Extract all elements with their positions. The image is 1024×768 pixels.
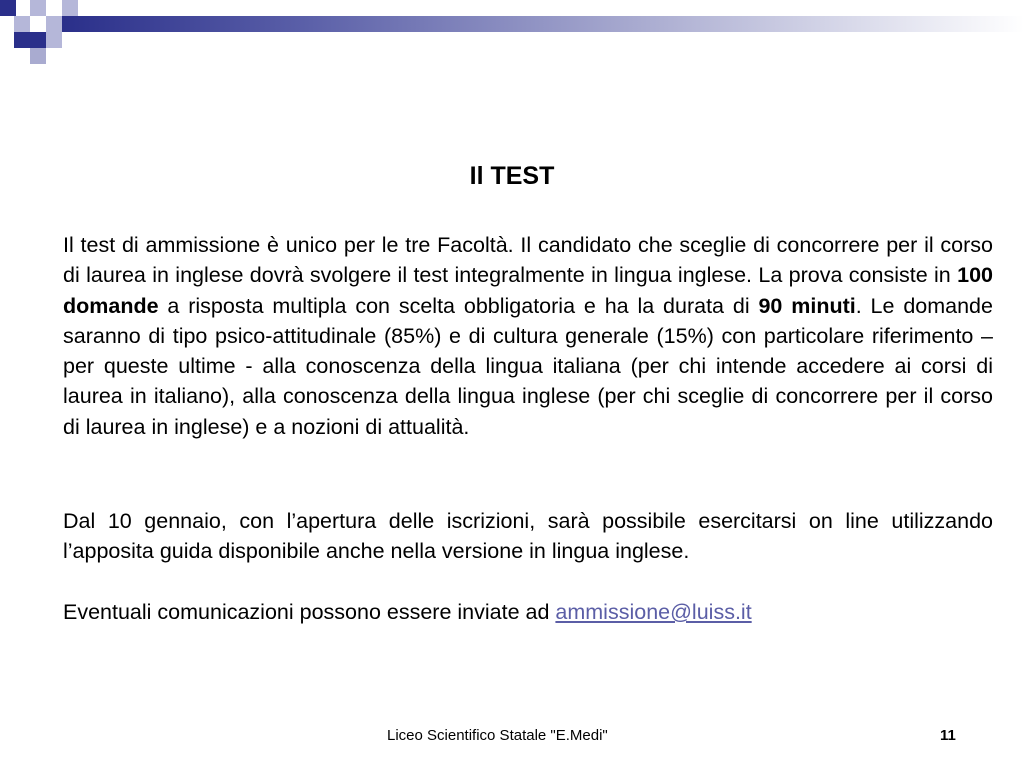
p1-text-3: . Le domande saranno di tipo psico-attitudinale (85%) e di cultura generale (15%) con particolare riferimento – per queste ultime - alla conoscenza della lingua italiana (per chi intende accedere ai corsi di laurea in italiano), alla conoscenza della lingua inglese (per chi sceglie di concorrere per il corso di laurea in inglese) e a nozioni di attualità. xyxy=(63,293,993,439)
deco-square xyxy=(62,0,78,16)
p1-text-1: Il test di ammissione è unico per le tre Facoltà. Il candidato che sceglie di concorrere per il corso di laurea in inglese dovrà svolgere il test integralmente in lingua inglese. La prova consiste in xyxy=(63,233,993,288)
header-gradient-bar xyxy=(62,16,1024,32)
deco-square xyxy=(30,0,46,16)
deco-square xyxy=(0,0,16,16)
paragraph-contact xyxy=(63,597,993,627)
header-decoration xyxy=(0,0,1024,70)
deco-square xyxy=(30,48,46,64)
p1-bold-duration: 90 minuti xyxy=(758,293,856,318)
deco-square xyxy=(46,32,62,48)
contact-text: Eventuali comunicazioni possono essere inviate ad xyxy=(63,600,556,624)
p1-text-2: a risposta multipla con scelta obbligatoria e ha la durata di xyxy=(158,293,759,318)
footer-text: Liceo Scientifico Statale "E.Medi" xyxy=(387,727,608,744)
paragraph-test-description xyxy=(63,230,993,442)
deco-square xyxy=(14,32,30,48)
contact-email-link[interactable]: ammissione@luiss.it xyxy=(555,600,752,624)
paragraph-practice-info: Dal 10 gennaio, con l’apertura delle iscrizioni, sarà possibile esercitarsi on line utilizzando l’apposita guida disponibile anche nella versione in lingua inglese. xyxy=(63,509,993,564)
slide-title: Il TEST xyxy=(469,162,555,190)
p1-bold-questions: 100 domande xyxy=(63,263,993,318)
page-number: 11 xyxy=(940,727,956,744)
deco-square xyxy=(46,16,62,32)
deco-square xyxy=(14,16,30,32)
deco-square xyxy=(30,32,46,48)
